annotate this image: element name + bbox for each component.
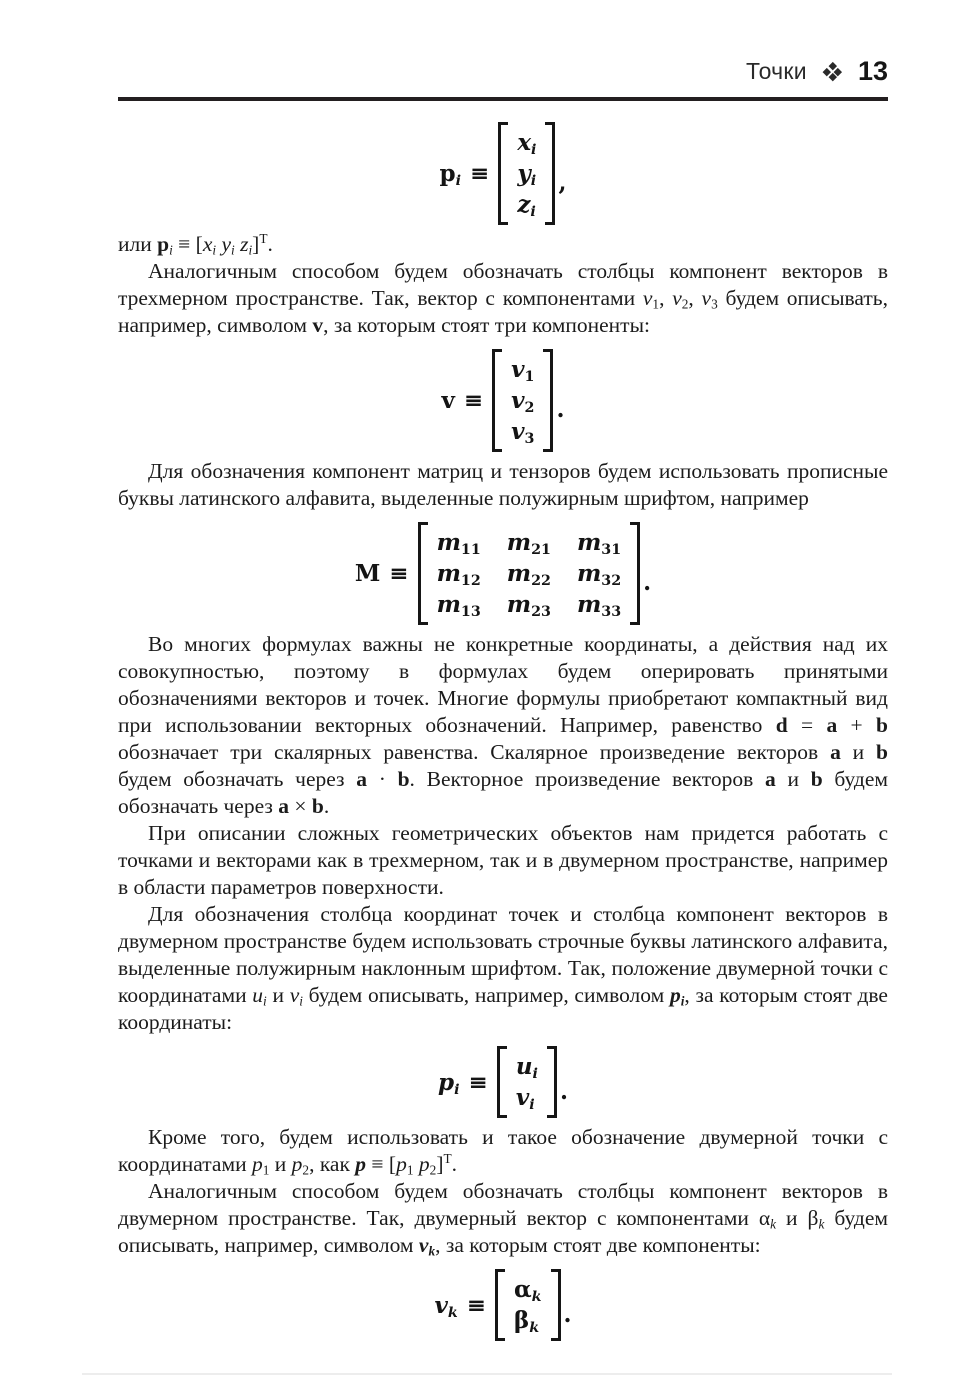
formula-lhs (442, 387, 455, 414)
matrix-cell (517, 127, 536, 158)
text-run: и (775, 767, 811, 791)
right-bracket (543, 349, 553, 452)
text-run: 11 (460, 541, 481, 558)
text-run: , (659, 286, 673, 310)
matrix-cell (507, 589, 551, 620)
text-run: , за которым стоят две компоненты: (435, 1233, 761, 1257)
text-run: i (455, 172, 462, 189)
matrix (495, 1269, 561, 1341)
equiv-symbol: ≡ (463, 387, 484, 414)
text-run: 2 (302, 1162, 310, 1178)
matrix-cells (507, 1046, 547, 1118)
text-run: i (231, 242, 235, 258)
text-run: Для обозначения компонент матриц и тензоров будем использовать прописные буквы латинского алфавита, выделенные полужирным шрифтом, например (118, 459, 894, 510)
text-run: a (765, 767, 776, 791)
text-run: α (513, 1276, 532, 1303)
text-run: m (576, 591, 602, 618)
text-run: 31 (601, 541, 622, 558)
formula-point-3d (118, 122, 888, 225)
text-run: будем обозначать через (118, 767, 894, 818)
text-run: или (118, 232, 158, 256)
text-run: b (810, 767, 823, 791)
matrix (418, 522, 641, 625)
text-run: Кроме того, будем использовать и такое обозначение двумерной точки с координатами (118, 1125, 894, 1176)
text-run: m (436, 529, 461, 556)
text-run: u (515, 1053, 533, 1080)
text-run: k (529, 1319, 540, 1336)
text-run: m (506, 529, 532, 556)
formula-lhs (434, 1292, 457, 1319)
matrix-cell (514, 1305, 539, 1336)
text-run: обозначает три скалярных равенства. Скалярное произведение векторов (118, 713, 894, 764)
text-run: + (837, 713, 877, 737)
para-alt-2d-notation (118, 1124, 894, 1178)
text-run: Аналогичным способом будем обозначать столбцы компонент векторов в трехмерном пространстве. Так, вектор с компонентами (118, 259, 894, 310)
text-run: k (770, 1216, 777, 1232)
header-rule (118, 97, 888, 101)
text-run: m (576, 529, 602, 556)
matrix-cell (514, 1274, 542, 1305)
matrix-cell (577, 589, 621, 620)
text-run: β (513, 1307, 530, 1334)
text-run: · (367, 767, 398, 791)
para-2d-3d-work (118, 820, 894, 901)
formula-punctuation: . (559, 1077, 568, 1105)
text-run: k (818, 1216, 825, 1232)
text-run: p (439, 160, 456, 187)
text-run: i (680, 993, 685, 1009)
text-run: i (529, 1096, 535, 1113)
left-bracket (495, 1269, 505, 1341)
matrix (497, 1046, 557, 1118)
text-run: 1 (406, 1162, 414, 1178)
text-run: v (441, 387, 455, 414)
text-run: a (278, 794, 290, 818)
text-run: k (447, 1304, 458, 1321)
formula-punctuation: . (556, 396, 565, 423)
matrix-cell (437, 558, 481, 589)
text-run: i (212, 242, 217, 258)
matrix-cells (428, 522, 631, 625)
text-run: m (576, 560, 602, 587)
text-run: α (758, 1206, 771, 1230)
text-run: i (299, 993, 303, 1009)
text-run: v (701, 286, 712, 310)
text-run: u (252, 983, 264, 1007)
page-number: 13 (857, 56, 888, 86)
text-run: 21 (531, 541, 551, 558)
text-run: и (776, 1206, 808, 1230)
matrix (492, 349, 553, 452)
quad-diamond-icon (824, 63, 841, 80)
formula-punctuation: . (563, 1300, 572, 1328)
matrix-cell (507, 558, 551, 589)
text-run: b (876, 740, 888, 764)
text-run: v (418, 1233, 429, 1257)
text-run: 1 (524, 368, 535, 385)
equiv-symbol: ≡ (466, 1291, 486, 1319)
text-run: i (532, 1065, 538, 1082)
text-run: и (269, 1152, 292, 1176)
text-run: 22 (531, 572, 551, 589)
text-run: 2 (429, 1162, 437, 1178)
text-run: p (251, 1152, 263, 1176)
text-run: × (289, 794, 312, 818)
text-run: m (506, 560, 532, 587)
text-run: v (434, 1291, 448, 1319)
text-run: v (672, 286, 682, 310)
text-run: 13 (460, 603, 481, 620)
text-run: , как (309, 1152, 356, 1176)
text-run: p (355, 1152, 367, 1176)
left-bracket (497, 1046, 507, 1118)
formula-lhs (440, 160, 462, 187)
right-bracket (551, 1269, 561, 1341)
text-run: y (517, 160, 531, 187)
text-run: и (840, 740, 877, 764)
text-run: = (787, 713, 827, 737)
matrix-cell (517, 189, 535, 220)
text-run: d (775, 713, 788, 737)
formula-punctuation: . (643, 569, 652, 596)
matrix-cell (511, 416, 534, 447)
text-run: z (240, 232, 249, 256)
equiv-symbol: ≡ (468, 1068, 488, 1096)
running-head-title: Точки (746, 58, 807, 84)
formula-vector-3d (118, 349, 888, 452)
text-run: x (517, 129, 532, 156)
para-matrices (118, 458, 894, 512)
left-bracket (498, 122, 508, 225)
text-run: , за которым стоят две координаты: (118, 983, 894, 1034)
text-run: 2 (681, 296, 689, 312)
text-run: ] (436, 1152, 444, 1176)
para-2d-vectors (118, 1178, 894, 1259)
text-run: M (354, 560, 381, 587)
text-run: v (312, 313, 324, 337)
text-run: v (515, 1084, 530, 1111)
text-run: . (267, 232, 273, 256)
text-run: i (530, 172, 537, 189)
text-run: v (511, 387, 525, 414)
text-run: y (221, 232, 232, 256)
text-run: ≡ [ (172, 232, 203, 256)
text-run: i (530, 203, 536, 220)
text-run: v (511, 356, 525, 383)
text-run: 1 (262, 1162, 270, 1178)
text-run: i (531, 141, 537, 158)
text-run: b (876, 713, 888, 737)
text-run: Аналогичным способом будем обозначать столбцы компонент векторов в двумерном пространстве. Так, двумерный вектор с компонентами (118, 1179, 894, 1230)
matrix-cell (437, 527, 481, 558)
text-run: При описании сложных геометрических объектов нам придется работать с точками и векторами как в трехмерном, так и в двумерном пространстве, например в области параметров поверхности. (118, 821, 894, 899)
text-run: x (202, 232, 213, 256)
text-run: v (289, 983, 300, 1007)
right-bracket (630, 522, 640, 625)
text-run: 23 (531, 603, 551, 620)
text-run: i (454, 1081, 460, 1098)
text-run: 32 (601, 572, 622, 589)
matrix-cell (511, 385, 534, 416)
text-run: T (443, 1151, 452, 1167)
text-run: будем описывать, например, символом (118, 1206, 894, 1257)
text-run: v (511, 418, 525, 445)
text-run: m (506, 591, 532, 618)
matrix-cells (505, 1269, 551, 1341)
equiv-symbol: ≡ (389, 560, 409, 587)
para-or-notation (118, 231, 888, 258)
footer-rule (82, 1373, 892, 1375)
text-run: i (169, 242, 173, 258)
text-run: и (266, 983, 290, 1007)
text-run: m (436, 560, 461, 587)
text-run: 3 (711, 296, 718, 312)
text-run: 33 (601, 603, 622, 620)
formula-matrix (118, 522, 888, 625)
formula-punctuation: , (558, 169, 567, 196)
text-run: b (397, 767, 410, 791)
text-run: m (436, 591, 461, 618)
matrix-cell (437, 589, 481, 620)
text-run: p (669, 983, 681, 1007)
text-run: Во многих формулах важны не конкретные координаты, а действия над их совокупностью, поэтому в формулах будем оперировать принятыми обозначениями векторов и точек. Многие формулы приобретают компактный вид при использовании векторных обозначений. Например, равенство (118, 632, 894, 737)
right-bracket (547, 1046, 557, 1118)
text-run: k (531, 1288, 542, 1305)
text-run: 1 (652, 296, 660, 312)
matrix-cell (577, 527, 621, 558)
matrix (498, 122, 555, 225)
matrix-cell (516, 1051, 538, 1082)
left-bracket (418, 522, 428, 625)
para-2d-points (118, 901, 894, 1036)
text-run: a (826, 713, 838, 737)
right-bracket (545, 122, 555, 225)
text-run: будем описывать, например, символом (302, 983, 670, 1007)
text-run: v (642, 286, 653, 310)
page-header (118, 56, 888, 87)
text-run: i (263, 993, 267, 1009)
text-run: , за которым стоят три компоненты: (323, 313, 650, 337)
page-body (118, 112, 894, 1347)
text-run: Для обозначения столбца координат точек и столбца компонент векторов в двумерном пространстве будем использовать строчные буквы латинского алфавита, выделенные полужирным наклонным шрифтом. Так, положение двумерной точки с координатами (118, 902, 894, 1007)
text-run: a (830, 740, 841, 764)
text-run: ] (252, 232, 260, 256)
matrix-cell (511, 354, 534, 385)
equiv-symbol: ≡ (470, 160, 490, 187)
formula-lhs (438, 1069, 460, 1096)
formula-lhs (355, 560, 380, 587)
text-run: будем описывать, например, символом (118, 286, 894, 337)
matrix-cell (577, 558, 621, 589)
text-run: p (418, 1152, 430, 1176)
text-run: 12 (460, 572, 481, 589)
text-run: . Векторное произведение векторов (409, 767, 766, 791)
text-run: a (356, 767, 367, 791)
text-run: b (311, 794, 324, 818)
formula-point-2d (118, 1046, 888, 1118)
text-run: i (248, 242, 253, 258)
matrix-cells (508, 122, 545, 225)
para-3d-vectors (118, 258, 894, 339)
formula-vector-2d (118, 1269, 888, 1341)
matrix-cell (516, 1082, 535, 1113)
text-run: . (323, 794, 330, 818)
text-run: будем обозначать через (118, 740, 894, 791)
left-bracket (492, 349, 502, 452)
text-run: 3 (524, 430, 535, 447)
text-run: p (438, 1068, 455, 1096)
matrix-cell (517, 158, 536, 189)
text-run: p (291, 1152, 303, 1176)
text-run: z (517, 191, 531, 218)
text-run: T (259, 231, 268, 247)
text-run: β (807, 1206, 819, 1230)
text-run: p (157, 232, 170, 256)
text-run: , (688, 286, 702, 310)
matrix-cell (507, 527, 551, 558)
text-run: k (428, 1243, 436, 1259)
text-run: ≡ [ (366, 1152, 397, 1176)
text-run: . (451, 1152, 458, 1176)
matrix-cells (502, 349, 543, 452)
para-vector-notation (118, 631, 894, 820)
text-run: 2 (524, 399, 535, 416)
text-run: p (396, 1152, 407, 1176)
